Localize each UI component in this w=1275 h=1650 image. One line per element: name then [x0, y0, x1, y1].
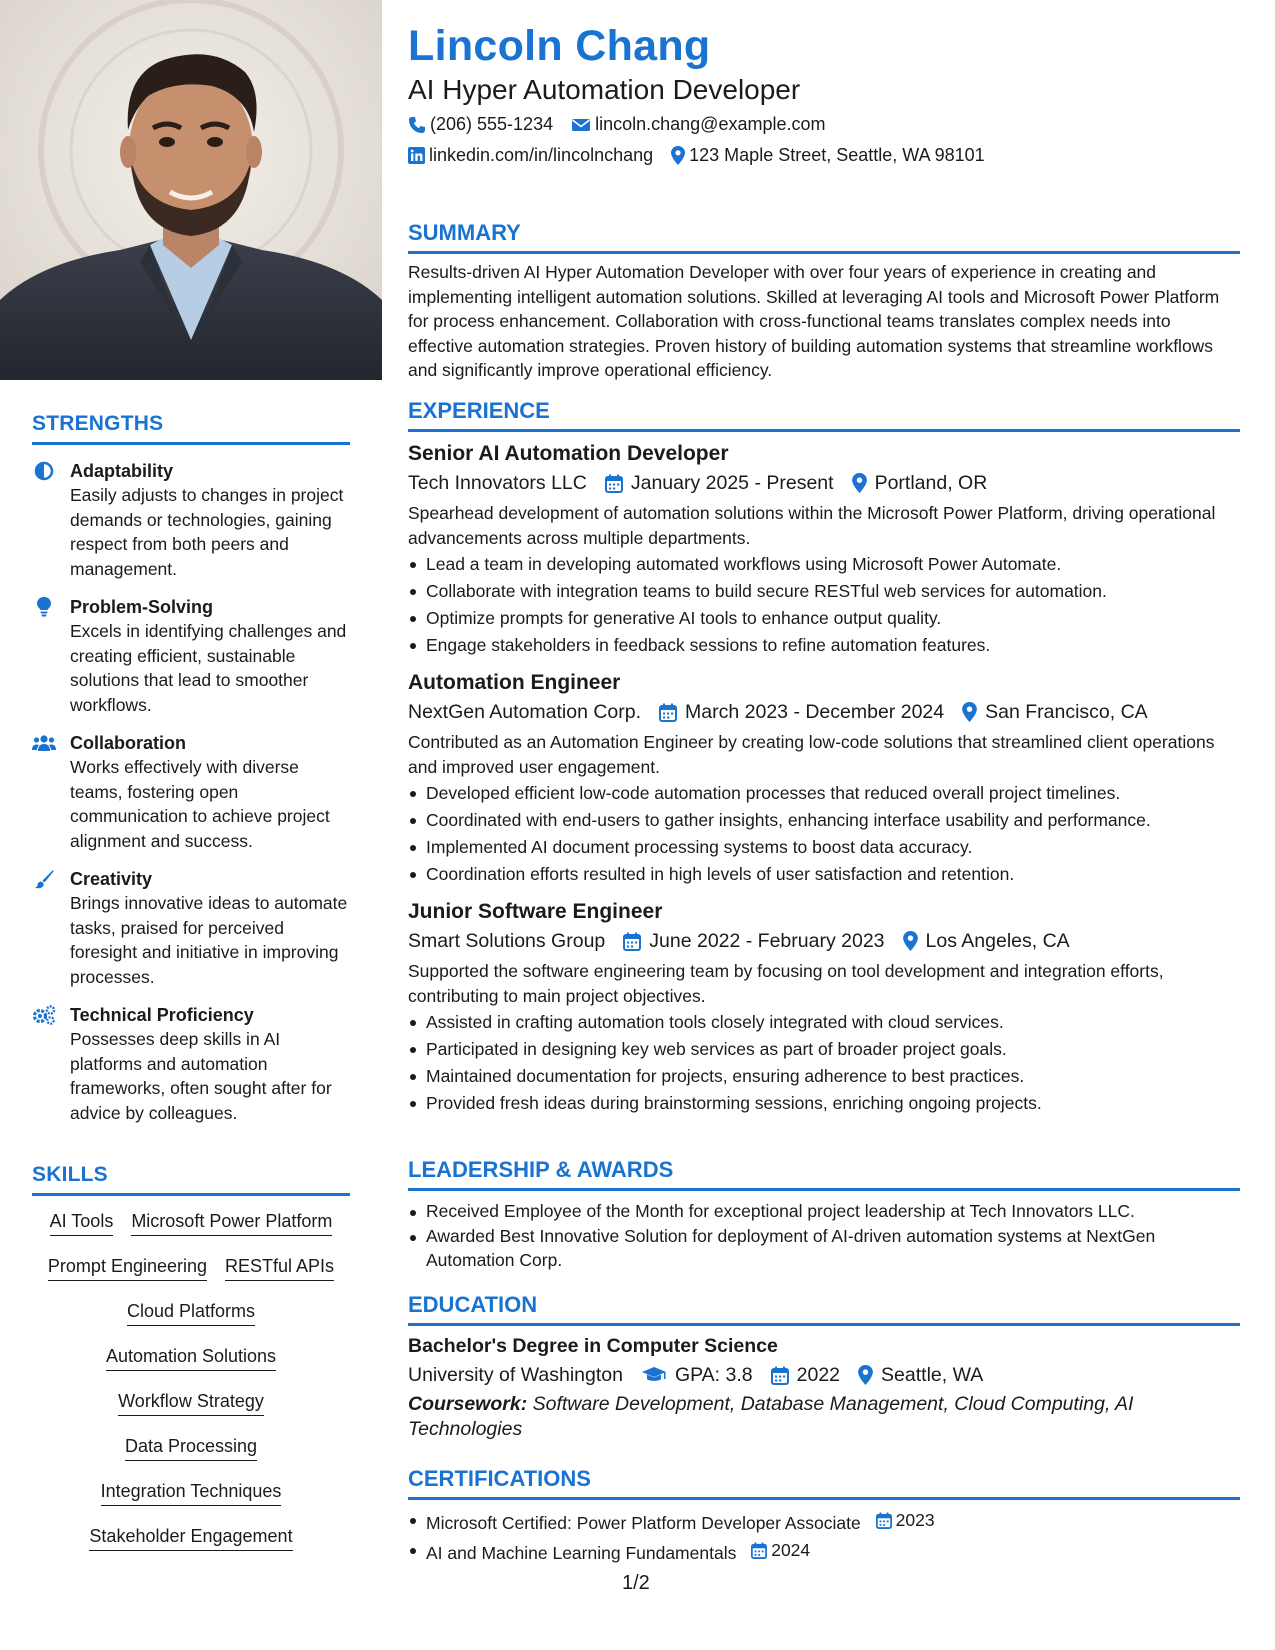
- coursework-label: Coursework:: [408, 1393, 528, 1415]
- page-number: 1/2: [622, 1572, 650, 1594]
- lightbulb-icon: [32, 596, 56, 618]
- strength-title: Problem-Solving: [70, 597, 214, 617]
- graduation-cap-icon: [641, 1366, 667, 1384]
- strengths-section: [32, 412, 350, 1125]
- job-bullet: Optimize prompts for generative AI tools to enhance output quality.: [408, 605, 1240, 632]
- certification-name: Microsoft Certified: Power Platform Developer Associate: [426, 1513, 861, 1533]
- job-company: NextGen Automation Corp.: [408, 701, 642, 723]
- gears-icon: [32, 1004, 56, 1026]
- experience-heading: EXPERIENCE: [408, 398, 1240, 432]
- year-text: 2022: [796, 1364, 841, 1386]
- skill-tag: Microsoft Power Platform: [131, 1208, 332, 1236]
- education-meta: [408, 1360, 1240, 1390]
- location-pin-icon: [903, 931, 918, 951]
- calendar-icon: [605, 474, 623, 493]
- summary-text: Results-driven AI Hyper Automation Developer with over four years of experience in creating and implementing intelligent automation solutions. Skilled at leveraging AI tools and Microsoft Power Platform for process enhancement. Collaboration with cross-functional teams translates complex needs into effective automation strategies. Proven history of building automation systems that streamline workflows and significantly improve operational efficiency.: [408, 262, 1220, 380]
- strength-desc: Excels in identifying challenges and creating efficient, sustainable solutions that lead to smoother workflows.: [70, 621, 347, 715]
- skill-tag: Prompt Engineering: [48, 1253, 207, 1281]
- profile-photo: [0, 0, 382, 380]
- job-location: [852, 468, 988, 498]
- contact-address: [671, 145, 985, 166]
- job-location: [903, 926, 1070, 956]
- strength-desc: Works effectively with diverse teams, fostering open communication to achieve project alignment and success.: [70, 757, 330, 851]
- job-dates: [623, 926, 884, 956]
- skill-tag: AI Tools: [50, 1208, 114, 1236]
- job-bullet: Provided fresh ideas during brainstorming sessions, enriching ongoing projects.: [408, 1090, 1240, 1117]
- skill-tag: RESTful APIs: [225, 1253, 334, 1281]
- job-summary: Supported the software engineering team by focusing on tool development and integration efforts, contributing to main project objectives.: [408, 961, 1164, 1006]
- skill-tag: Cloud Platforms: [127, 1298, 255, 1326]
- skill-tag: Workflow Strategy: [118, 1388, 264, 1416]
- job-entry: [408, 440, 1240, 659]
- job-bullets: [408, 1009, 1240, 1117]
- calendar-icon: [771, 1366, 789, 1385]
- job-title: Junior Software Engineer: [408, 900, 663, 923]
- gpa-text: GPA: 3.8: [674, 1364, 753, 1386]
- job-title: Automation Engineer: [408, 671, 621, 694]
- job-entry: [408, 669, 1240, 888]
- job-bullet: Coordinated with end-users to gather insights, enhancing interface usability and performance.: [408, 807, 1240, 834]
- skill-tag: Automation Solutions: [106, 1343, 276, 1371]
- strength-item: [32, 595, 350, 717]
- contact-linkedin[interactable]: [408, 145, 653, 166]
- strength-desc: Easily adjusts to changes in project demands or technologies, gaining respect from both peers and management.: [70, 485, 344, 579]
- phone-text: (206) 555-1234: [430, 114, 554, 134]
- summary-section: [408, 220, 1240, 383]
- job-title: Senior AI Automation Developer: [408, 442, 729, 465]
- strength-item: [32, 867, 350, 989]
- coursework: [408, 1392, 1240, 1441]
- job-bullet: Coordination efforts resulted in high levels of user satisfaction and retention.: [408, 861, 1240, 888]
- calendar-icon: [751, 1542, 767, 1559]
- calendar-icon: [876, 1512, 892, 1529]
- job-bullets: [408, 780, 1240, 888]
- strength-title: Adaptability: [70, 461, 174, 481]
- job-bullet: Lead a team in developing automated workflows using Microsoft Power Automate.: [408, 551, 1240, 578]
- contact-email[interactable]: [571, 114, 825, 135]
- skill-tag: Integration Techniques: [101, 1478, 282, 1506]
- calendar-icon: [623, 932, 641, 951]
- paintbrush-icon: [32, 868, 56, 890]
- half-circle-icon: [32, 460, 56, 482]
- contact-row-1: [408, 114, 843, 135]
- phone-icon: [408, 116, 426, 134]
- certifications-section: [408, 1466, 1240, 1567]
- address-text: 123 Maple Street, Seattle, WA 98101: [689, 145, 985, 165]
- contact-phone: [408, 114, 553, 135]
- skills-section: [32, 1163, 350, 1568]
- linkedin-text: linkedin.com/in/lincolnchang: [429, 145, 654, 165]
- job-dates-text: January 2025 - Present: [630, 472, 834, 494]
- job-meta: [408, 697, 1240, 727]
- gpa: [641, 1360, 753, 1390]
- job-summary: Contributed as an Automation Engineer by creating low-code solutions that streamlined client operations and improved user engagement.: [408, 732, 1215, 777]
- certifications-list: [408, 1507, 1240, 1567]
- contact-row-2: [408, 145, 1003, 166]
- job-bullet: Maintained documentation for projects, ensuring adherence to best practices.: [408, 1063, 1240, 1090]
- coursework-text: Software Development, Database Management, Cloud Computing, AI Technologies: [408, 1393, 1134, 1440]
- job-dates-text: June 2022 - February 2023: [649, 930, 885, 952]
- job-entry: [408, 898, 1240, 1117]
- leadership-list: [408, 1199, 1240, 1273]
- job-company: Tech Innovators LLC: [408, 472, 587, 494]
- candidate-title: AI Hyper Automation Developer: [408, 74, 801, 105]
- strength-item: [32, 731, 350, 853]
- strength-desc: Possesses deep skills in AI platforms and automation frameworks, often sought after for advice by colleagues.: [70, 1029, 332, 1123]
- education-heading: EDUCATION: [408, 1292, 1240, 1326]
- strength-item: [32, 459, 350, 581]
- location-pin-icon: [962, 702, 977, 722]
- strength-title: Technical Proficiency: [70, 1005, 254, 1025]
- leadership-section: [408, 1157, 1240, 1273]
- education-section: [408, 1292, 1240, 1441]
- job-dates: [605, 468, 834, 498]
- left-column: [0, 0, 382, 1650]
- graduation-year: [771, 1360, 840, 1390]
- strengths-heading: STRENGTHS: [32, 412, 350, 445]
- skill-tag: Data Processing: [125, 1433, 257, 1461]
- certification-item: [408, 1537, 1240, 1567]
- certification-year-text: 2023: [895, 1510, 935, 1530]
- certification-year: [751, 1537, 810, 1564]
- job-bullet: Collaborate with integration teams to build secure RESTful web services for automation.: [408, 578, 1240, 605]
- experience-section: [408, 398, 1240, 1117]
- school-name: University of Washington: [408, 1364, 623, 1386]
- strength-item: [32, 1003, 350, 1125]
- certification-year-text: 2024: [771, 1540, 811, 1560]
- job-bullet: Developed efficient low-code automation processes that reduced overall project timelines.: [408, 780, 1240, 807]
- location-pin-icon: [852, 473, 867, 493]
- job-location-text: San Francisco, CA: [985, 701, 1148, 723]
- job-summary: Spearhead development of automation solutions within the Microsoft Power Platform, driving operational advancements across multiple departments.: [408, 503, 1216, 548]
- strength-desc: Brings innovative ideas to automate tasks, praised for perceived foresight and initiative in improving processes.: [70, 893, 348, 987]
- job-meta: [408, 926, 1240, 956]
- portrait-image: [0, 0, 382, 380]
- job-company: Smart Solutions Group: [408, 930, 606, 952]
- location-pin-icon: [858, 1365, 873, 1385]
- job-bullet: Participated in designing key web services as part of broader project goals.: [408, 1036, 1240, 1063]
- linkedin-icon: [408, 147, 425, 164]
- strength-title: Collaboration: [70, 733, 186, 753]
- school-location: [858, 1360, 983, 1390]
- certification-year: [876, 1507, 935, 1534]
- certification-name: AI and Machine Learning Fundamentals: [426, 1543, 737, 1563]
- job-meta: [408, 468, 1240, 498]
- summary-heading: SUMMARY: [408, 220, 1240, 254]
- award-item: Received Employee of the Month for exceptional project leadership at Tech Innovators LLC.: [408, 1199, 1240, 1224]
- users-icon: [32, 732, 56, 754]
- location-pin-icon: [671, 146, 685, 165]
- certification-item: [408, 1507, 1240, 1537]
- calendar-icon: [659, 703, 677, 722]
- skills-list: [32, 1208, 350, 1568]
- job-location-text: Portland, OR: [874, 472, 988, 494]
- job-location: [962, 697, 1148, 727]
- strength-title: Creativity: [70, 869, 153, 889]
- envelope-icon: [571, 117, 591, 133]
- skills-heading: SKILLS: [32, 1163, 350, 1196]
- school-location-text: Seattle, WA: [881, 1364, 984, 1386]
- leadership-heading: LEADERSHIP & AWARDS: [408, 1157, 1240, 1191]
- job-bullet: Implemented AI document processing systems to boost data accuracy.: [408, 834, 1240, 861]
- job-bullets: [408, 551, 1240, 659]
- job-dates: [659, 697, 944, 727]
- award-item: Awarded Best Innovative Solution for deployment of AI-driven automation systems at NextGen Automation Corp.: [408, 1224, 1240, 1273]
- email-text: lincoln.chang@example.com: [595, 114, 826, 134]
- job-location-text: Los Angeles, CA: [925, 930, 1070, 952]
- certifications-heading: CERTIFICATIONS: [408, 1466, 1240, 1500]
- job-bullet: Engage stakeholders in feedback sessions to refine automation features.: [408, 632, 1240, 659]
- job-bullet: Assisted in crafting automation tools closely integrated with cloud services.: [408, 1009, 1240, 1036]
- degree-title: Bachelor's Degree in Computer Science: [408, 1335, 778, 1357]
- candidate-name: Lincoln Chang: [408, 22, 711, 70]
- skill-tag: Stakeholder Engagement: [89, 1523, 292, 1551]
- job-dates-text: March 2023 - December 2024: [685, 701, 945, 723]
